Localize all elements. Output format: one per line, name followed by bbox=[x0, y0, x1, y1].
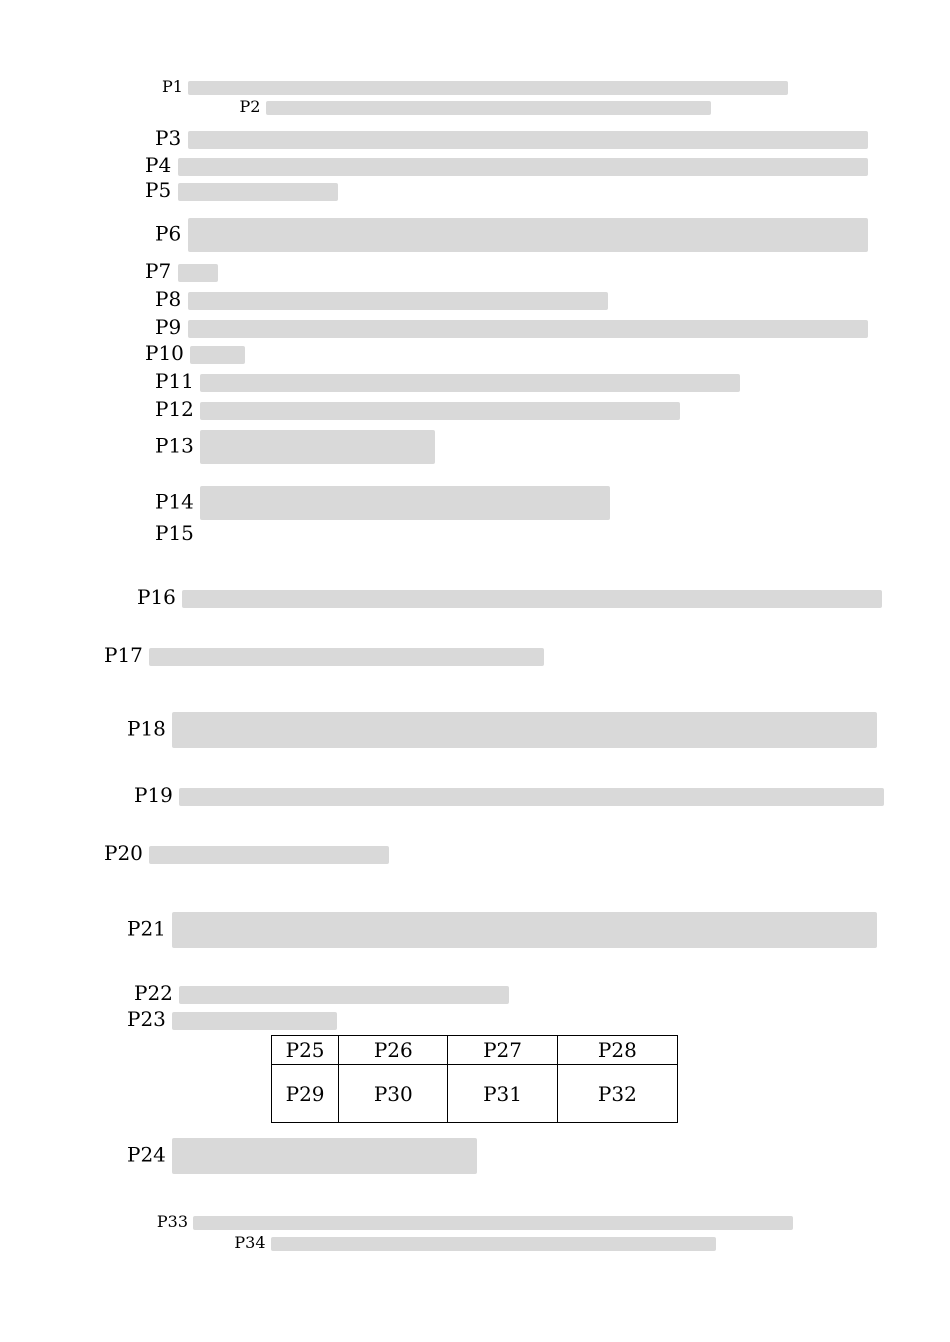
p17-line-5: P20 bbox=[104, 840, 389, 866]
table-cell: P29 bbox=[272, 1065, 339, 1123]
footer-line-1: P33 bbox=[0, 1212, 950, 1232]
header-line-2: P2 bbox=[0, 97, 950, 117]
table-header-cell: P26 bbox=[339, 1036, 448, 1065]
p16-line-11: P13 bbox=[155, 430, 435, 464]
p17-line-9: P24 bbox=[127, 1138, 477, 1174]
table-header-cell: P28 bbox=[557, 1036, 677, 1065]
p16-line-8: P10 bbox=[145, 340, 245, 366]
p16-line-12: P14 bbox=[155, 486, 610, 520]
p16-line-10: P12 bbox=[155, 396, 680, 422]
table-header-row bbox=[272, 1036, 678, 1065]
p16-line-2: P4 bbox=[145, 152, 868, 178]
p17-line-1: P16 bbox=[137, 584, 882, 610]
footer-line-2: P34 bbox=[0, 1233, 950, 1253]
p17-line-8: P23 bbox=[127, 1006, 337, 1032]
p17-line-2: P17 bbox=[104, 642, 544, 668]
header-line-1: P1 bbox=[0, 77, 950, 97]
p16-line-6: P8 bbox=[155, 286, 608, 312]
p16-line-4: P6 bbox=[155, 218, 868, 252]
distribution-table bbox=[271, 1035, 678, 1123]
p16-line-3: P5 bbox=[145, 177, 338, 203]
table-header-cell: P25 bbox=[272, 1036, 339, 1065]
table-cell: P30 bbox=[339, 1065, 448, 1123]
p16-line-5: P7 bbox=[145, 258, 218, 284]
p16-line-13: P15 bbox=[155, 521, 194, 545]
table-cell: P32 bbox=[557, 1065, 677, 1123]
p17-line-4: P19 bbox=[134, 782, 884, 808]
table-cell: P31 bbox=[448, 1065, 557, 1123]
table-row bbox=[272, 1065, 678, 1123]
p16-line-1: P3 bbox=[155, 125, 868, 151]
table-header-cell: P27 bbox=[448, 1036, 557, 1065]
p16-line-7: P9 bbox=[155, 314, 868, 340]
p17-line-3: P18 bbox=[127, 712, 877, 748]
p16-line-9: P11 bbox=[155, 368, 740, 394]
p17-line-6: P21 bbox=[127, 912, 877, 948]
p17-line-7: P22 bbox=[134, 980, 509, 1006]
